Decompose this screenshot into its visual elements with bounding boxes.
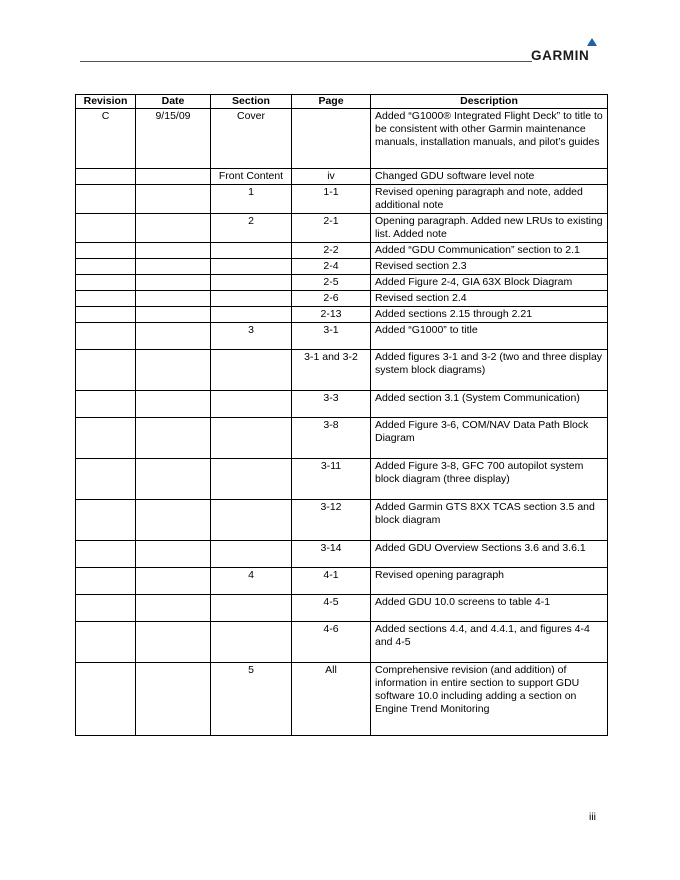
cell-date: [136, 275, 211, 291]
cell-date: 9/15/09: [136, 109, 211, 169]
cell-revision: C: [76, 109, 136, 169]
cell-section: [211, 391, 292, 418]
table-row: [76, 418, 608, 459]
cell-date: [136, 500, 211, 541]
cell-date: [136, 185, 211, 214]
table-row: [76, 595, 608, 622]
cell-section: 1: [211, 185, 292, 214]
cell-section: [211, 291, 292, 307]
cell-date: [136, 622, 211, 663]
cell-date: [136, 391, 211, 418]
cell-revision: [76, 323, 136, 350]
table-row: [76, 214, 608, 243]
garmin-logo: [531, 41, 601, 63]
cell-page: 3-3: [292, 391, 371, 418]
cell-page: 3-8: [292, 418, 371, 459]
logo-triangle-icon: [587, 38, 597, 46]
cell-revision: [76, 259, 136, 275]
cell-page: 3-1 and 3-2: [292, 350, 371, 391]
cell-description: Revised opening paragraph: [371, 568, 608, 595]
cell-page: 4-5: [292, 595, 371, 622]
table-row: [76, 459, 608, 500]
cell-date: [136, 169, 211, 185]
cell-section: 3: [211, 323, 292, 350]
cell-description: Added “G1000” to title: [371, 323, 608, 350]
cell-page: 2-1: [292, 214, 371, 243]
cell-description: Revised section 2.4: [371, 291, 608, 307]
cell-page: 3-14: [292, 541, 371, 568]
table-row: [76, 275, 608, 291]
cell-date: [136, 307, 211, 323]
logo-text: GARMIN: [531, 48, 590, 63]
cell-page: 2-2: [292, 243, 371, 259]
cell-page: 3-12: [292, 500, 371, 541]
cell-date: [136, 541, 211, 568]
cell-page: 2-5: [292, 275, 371, 291]
cell-revision: [76, 500, 136, 541]
header-rule: [80, 61, 532, 62]
cell-description: Revised section 2.3: [371, 259, 608, 275]
table-row: [76, 500, 608, 541]
cell-description: Added GDU 10.0 screens to table 4-1: [371, 595, 608, 622]
table-row: [76, 259, 608, 275]
cell-revision: [76, 275, 136, 291]
cell-description: Revised opening paragraph and note, added additional note: [371, 185, 608, 214]
cell-page: 3-11: [292, 459, 371, 500]
cell-page: 2-4: [292, 259, 371, 275]
cell-section: 5: [211, 663, 292, 736]
cell-date: [136, 350, 211, 391]
revision-table: [75, 94, 608, 736]
cell-revision: [76, 291, 136, 307]
cell-section: Cover: [211, 109, 292, 169]
cell-revision: [76, 541, 136, 568]
cell-section: [211, 275, 292, 291]
cell-description: Comprehensive revision (and addition) of information in entire section to support GDU software 10.0 including adding a section on Engine Trend Monitoring: [371, 663, 608, 736]
table-row: [76, 350, 608, 391]
column-header-description: Description: [371, 95, 608, 109]
cell-revision: [76, 622, 136, 663]
cell-section: [211, 418, 292, 459]
cell-date: [136, 323, 211, 350]
cell-page: All: [292, 663, 371, 736]
cell-description: Added sections 2.15 through 2.21: [371, 307, 608, 323]
table-row: [76, 391, 608, 418]
cell-date: [136, 663, 211, 736]
cell-description: Added Figure 3-8, GFC 700 autopilot system block diagram (three display): [371, 459, 608, 500]
cell-revision: [76, 185, 136, 214]
cell-date: [136, 259, 211, 275]
cell-page: 1-1: [292, 185, 371, 214]
cell-section: [211, 500, 292, 541]
table-row: [76, 323, 608, 350]
cell-section: [211, 595, 292, 622]
table-row: [76, 291, 608, 307]
cell-description: Added “GDU Communication” section to 2.1: [371, 243, 608, 259]
cell-section: 4: [211, 568, 292, 595]
table-row: [76, 307, 608, 323]
cell-description: Added sections 4.4, and 4.4.1, and figures 4-4 and 4-5: [371, 622, 608, 663]
cell-description: Added section 3.1 (System Communication): [371, 391, 608, 418]
cell-date: [136, 418, 211, 459]
table-row: [76, 243, 608, 259]
cell-revision: [76, 418, 136, 459]
table-row: [76, 622, 608, 663]
cell-section: 2: [211, 214, 292, 243]
cell-revision: [76, 243, 136, 259]
page-number: iii: [589, 811, 596, 823]
cell-description: Added Garmin GTS 8XX TCAS section 3.5 and block diagram: [371, 500, 608, 541]
cell-section: [211, 459, 292, 500]
cell-date: [136, 291, 211, 307]
cell-revision: [76, 214, 136, 243]
cell-page: 4-1: [292, 568, 371, 595]
cell-date: [136, 459, 211, 500]
cell-revision: [76, 391, 136, 418]
cell-revision: [76, 595, 136, 622]
table-row: [76, 541, 608, 568]
column-header-date: Date: [136, 95, 211, 109]
cell-date: [136, 568, 211, 595]
cell-section: [211, 622, 292, 663]
table-header-row: [76, 95, 608, 109]
cell-revision: [76, 350, 136, 391]
column-header-section: Section: [211, 95, 292, 109]
cell-page: 4-6: [292, 622, 371, 663]
cell-page: 2-13: [292, 307, 371, 323]
cell-description: Added “G1000® Integrated Flight Deck” to title to be consistent with other Garmin maintenance manuals, installation manuals, and pilot’s guides: [371, 109, 608, 169]
cell-description: Changed GDU software level note: [371, 169, 608, 185]
cell-description: Added Figure 2-4, GIA 63X Block Diagram: [371, 275, 608, 291]
cell-revision: [76, 568, 136, 595]
cell-section: [211, 259, 292, 275]
table-row: [76, 663, 608, 736]
cell-section: Front Content: [211, 169, 292, 185]
cell-section: [211, 307, 292, 323]
cell-revision: [76, 307, 136, 323]
cell-page: [292, 109, 371, 169]
cell-page: iv: [292, 169, 371, 185]
cell-revision: [76, 663, 136, 736]
cell-section: [211, 243, 292, 259]
cell-section: [211, 541, 292, 568]
table-row: [76, 185, 608, 214]
table-row: [76, 169, 608, 185]
table-row: [76, 568, 608, 595]
column-header-revision: Revision: [76, 95, 136, 109]
cell-description: Added figures 3-1 and 3-2 (two and three display system block diagrams): [371, 350, 608, 391]
cell-section: [211, 350, 292, 391]
cell-date: [136, 214, 211, 243]
column-header-page: Page: [292, 95, 371, 109]
cell-description: Opening paragraph. Added new LRUs to existing list. Added note: [371, 214, 608, 243]
cell-revision: [76, 459, 136, 500]
cell-description: Added GDU Overview Sections 3.6 and 3.6.1: [371, 541, 608, 568]
table-body: [76, 109, 608, 736]
cell-page: 3-1: [292, 323, 371, 350]
table-row: [76, 109, 608, 169]
cell-page: 2-6: [292, 291, 371, 307]
cell-description: Added Figure 3-6, COM/NAV Data Path Block Diagram: [371, 418, 608, 459]
cell-revision: [76, 169, 136, 185]
cell-date: [136, 595, 211, 622]
cell-date: [136, 243, 211, 259]
